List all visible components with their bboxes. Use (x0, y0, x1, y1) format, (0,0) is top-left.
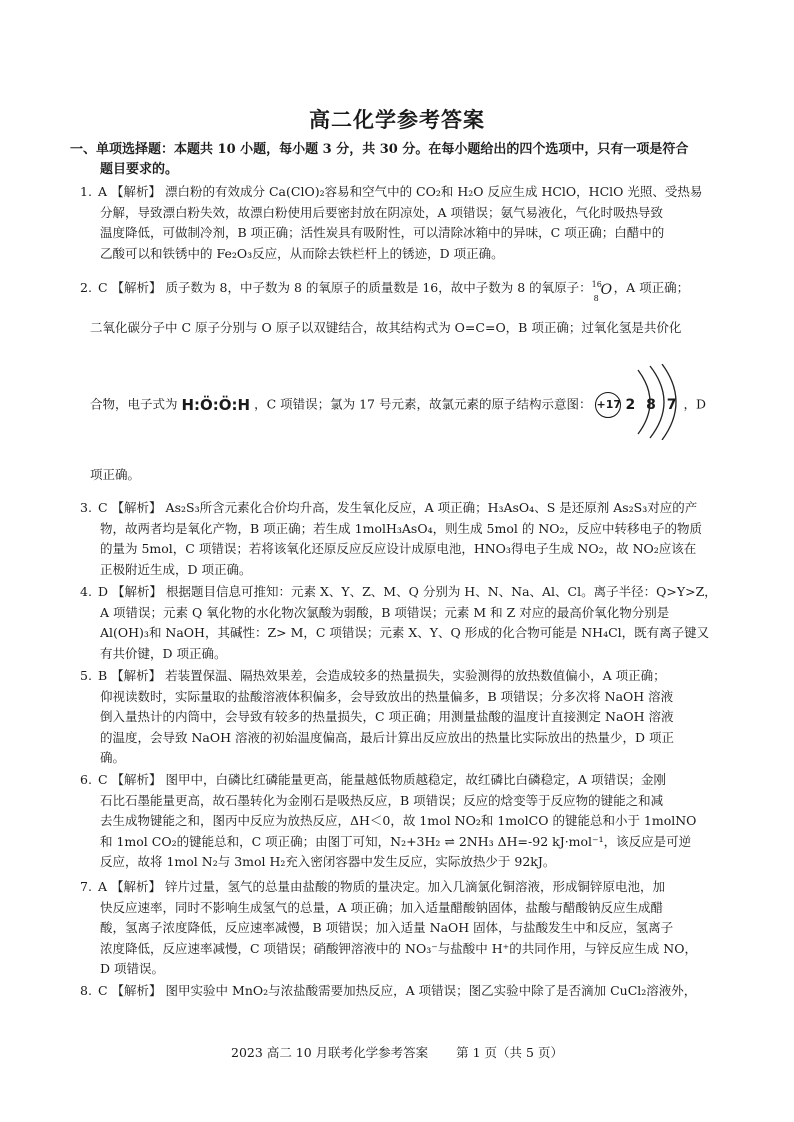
explanation-line: 合物，电子式为 (90, 396, 178, 412)
question-number: 8. (80, 983, 92, 998)
electron-formula: H:Ö:Ö:H (181, 396, 251, 414)
explanation-line: 分解，导致漂白粉失效，故漂白粉使用后要密封放在阴凉处，A 项错误；氨气易液化，气化时吸热导致 (100, 204, 664, 220)
question-2-line1 (80, 278, 730, 303)
explanation-line: 倒入量热计的内筒中，会导致有较多的热量损失，C 项正确；用测量盐酸的温度计直接测定 NaOH 溶液 (100, 709, 674, 725)
electron-shell-arcs (628, 364, 688, 440)
explanation-line: 和 1mol CO₂的键能总和，C 项正确；由图丁可知，N₂+3H₂ ⇌ 2NH₃ ΔH=-92 kJ·mol⁻¹，该反应是可逆 (100, 833, 692, 849)
footer-exam-name: 2023 高二 10 月联考化学参考答案 (231, 1045, 429, 1060)
isotope-symbol: O (600, 281, 613, 298)
explanation-line: 确。 (100, 750, 126, 766)
isotope-z: 8 (593, 293, 599, 303)
question-2-line4: 项正确。 (90, 467, 141, 482)
explanation-line: As₂S₃所含元素化合价均升高，发生氧化反应，A 项正确；H₃AsO₄、S 是还原剂 As₂S₃对应的产 (165, 500, 698, 515)
question-7 (80, 877, 730, 980)
question-1 (80, 182, 730, 264)
explanation-line: 乙酸可以和铁锈中的 Fe₂O₃反应，从而除去铁栏杆上的锈迹，D 项正确。 (100, 245, 504, 261)
question-number: 6. (80, 772, 92, 787)
explanation-line: 正极附近生成，D 项正确。 (100, 561, 252, 577)
answer-key: A 【解析】 (98, 184, 162, 199)
question-4 (80, 582, 730, 664)
explanation-line: 图甲中，白磷比红磷能量更高，能量越低物质越稳定，故红磷比白磷稳定，A 项错误；金刚 (165, 772, 667, 787)
explanation-line: Al(OH)₃和 NaOH，其碱性：Z> M，C 项错误；元素 X、Y、Q 形成的化合物可能是 NH₄Cl，既有离子键又 (100, 625, 710, 641)
section-heading-line2: 题目要求的。 (100, 162, 179, 177)
explanation-line: 的量为 5mol，C 项错误；若将该氧化还原反应反应设计成原电池，HNO₃得电子生成 NO₂，故 NO₂应该在 (100, 541, 697, 557)
explanation-line: 锌片过量，氢气的总量由盐酸的物质的量决定。加入几滴氯化铜溶液，形成铜锌原电池，加 (165, 879, 666, 894)
explanation-line: 温度降低，可做制冷剂，B 项正确；活性炭具有吸附性，可以清除冰箱中的异味，C 项正确；白醋中的 (100, 225, 665, 241)
answer-key: B 【解析】 (98, 668, 162, 683)
explanation-line: 去生成物键能之和，图丙中反应为放热反应，ΔH＜0，故 1mol NO₂和 1molCO 的键能总和小于 1molNO (100, 813, 697, 829)
section-heading-line1: 一、单项选择题：本题共 10 小题，每小题 3 分，共 30 分。在每小题给出的四个选项中，只有一项是符合 (70, 142, 689, 157)
answer-key: C 【解析】 (98, 500, 162, 515)
explanation-line: 酸，氢离子浓度降低，反应速率减慢，B 项错误；加入适量 NaOH 固体，与盐酸发生中和反应，氢离子 (100, 920, 674, 936)
answer-key: A 【解析】 (98, 879, 162, 894)
question-2-line2: 二氧化碳分子中 C 原子分别与 O 原子以双键结合，故其结构式为 O=C=O，B 项正确；过氧化氢是共价化 (90, 320, 682, 335)
explanation-line: D 项错误。 (100, 961, 164, 977)
explanation-line: 浓度降低，反应速率减慢，C 项错误；硝酸钾溶液中的 NO₃⁻与盐酸中 H⁺的共同作用，与锌反应生成 NO， (100, 940, 697, 956)
explanation-line: ，C 项错误；氯为 17 号元素，故氯元素的原子结构示意图： (254, 396, 592, 412)
explanation-line: 快反应速率，同时不影响生成氢气的总量，A 项正确；加入适量醋酸钠固体，盐酸与醋酸钠反应生成醋 (100, 899, 664, 915)
explanation-line: 仰视读数时，实际量取的盐酸溶液体积偏多，会导致放出的热量偏多，B 项错误；分多次将 NaOH 溶液 (100, 688, 674, 704)
explanation-line: 质子数为 8，中子数为 8 的氧原子的质量数是 16，故中子数为 8 的氧原子： (165, 280, 592, 295)
explanation-line: ，A 项正确； (613, 280, 690, 295)
footer-page-number: 第 1 页（共 5 页） (456, 1045, 563, 1060)
question-3 (80, 498, 730, 580)
question-5 (80, 666, 730, 769)
section-heading (70, 140, 730, 180)
explanation-line: 物，故两者均是氧化产物，B 项正确；若生成 1molH₃AsO₄，则生成 5mol 的 NO₂，反应中转移电子的物质 (100, 520, 703, 536)
isotope-notation (591, 279, 614, 303)
question-number: 1. (80, 184, 92, 199)
question-6 (80, 770, 730, 873)
answer-key: C 【解析】 (98, 280, 162, 295)
question-number: 5. (80, 668, 92, 683)
question-8 (80, 981, 730, 1002)
explanation-line: A 项错误；元素 Q 氧化物的水化物次氯酸为弱酸，B 项错误；元素 M 和 Z 对应的最高价氧化物分别是 (100, 604, 670, 620)
nucleus-circle: +17 (595, 392, 621, 418)
answer-key: C 【解析】 (98, 772, 162, 787)
answer-key: C 【解析】 (98, 983, 162, 998)
answer-key: D 【解析】 (98, 584, 162, 599)
explanation-line: 若装置保温、隔热效果差，会造成较多的热量损失，实验测得的放热数值偏小，A 项正确； (165, 668, 666, 683)
electron-shells: 2 8 7 (625, 397, 680, 413)
explanation-line: 的温度，会导致 NaOH 溶液的初始温度偏高，最后计算出反应放出的热量比实际放出的热量少，D 项正 (100, 729, 674, 745)
page-footer (0, 1043, 794, 1061)
explanation-line: 根据题目信息可推知：元素 X、Y、Z、M、Q 分别为 H、N、Na、Al、Cl。离子半径：Q>Y>Z， (166, 584, 717, 599)
explanation-line: ，D (683, 396, 706, 412)
explanation-line: 漂白粉的有效成分 Ca(ClO)₂容易和空气中的 CO₂和 H₂O 反应生成 HClO，HClO 光照、受热易 (165, 184, 703, 199)
question-number: 4. (80, 584, 92, 599)
page-title: 高二化学参考答案 (309, 107, 485, 132)
isotope-mass: 16 (591, 279, 602, 289)
question-number: 3. (80, 500, 92, 515)
explanation-line: 石比石墨能量更高，故石墨转化为金刚石是吸热反应，B 项错误；反应的焓变等于反应物的键能之和减 (100, 792, 664, 808)
question-number: 7. (80, 879, 92, 894)
explanation-line: 反应，故将 1mol N₂与 3mol H₂充入密闭容器中发生反应，实际放热少于 92kJ。 (100, 854, 556, 870)
explanation-line: 图甲实验中 MnO₂与浓盐酸需要加热反应，A 项错误；图乙实验中除了是否滴加 CuCl₂溶液外， (165, 983, 697, 998)
explanation-line: 有共价键，D 项正确。 (100, 645, 227, 661)
question-number: 2. (80, 280, 92, 295)
